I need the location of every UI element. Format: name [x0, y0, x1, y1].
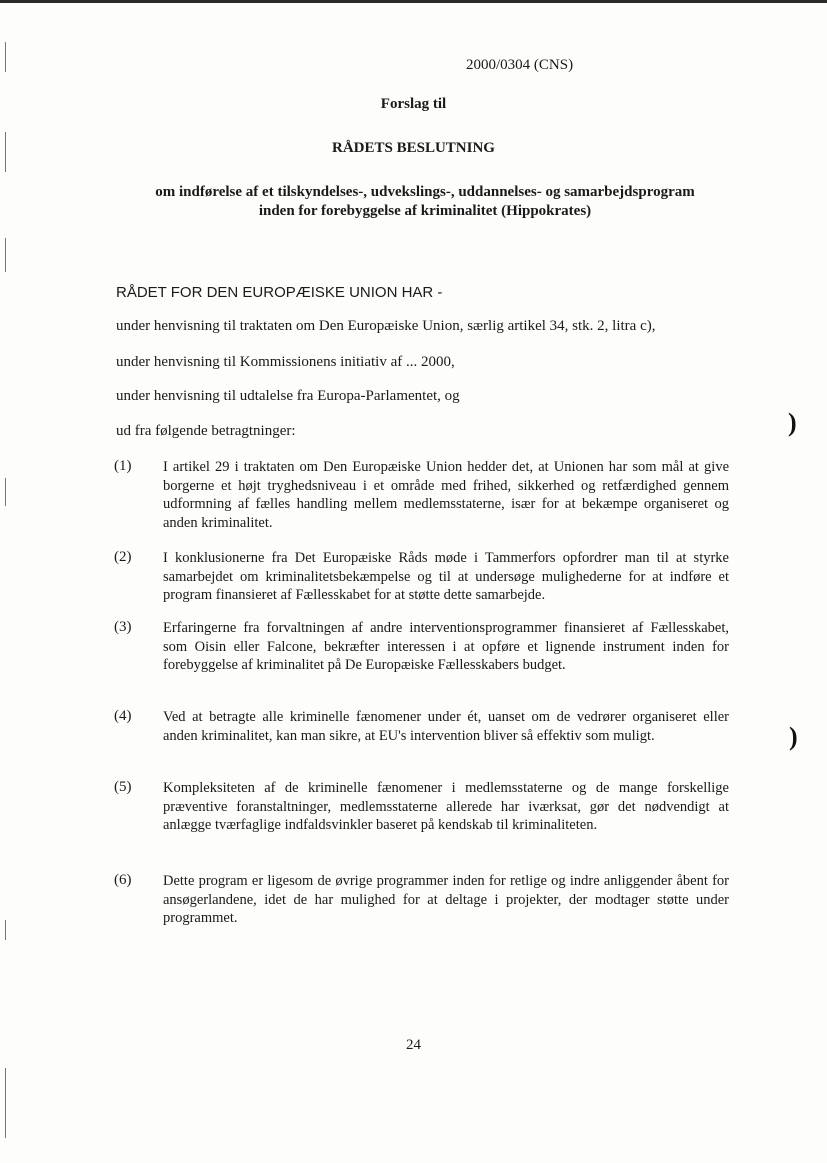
- recital-text: Dette program er ligesom de øvrige programmer inden for retlige og indre anliggender åbent for ansøgerlandene, idet de har mulighed for at deltage i projekter, der modtager støtte under programmet.: [163, 873, 729, 926]
- scan-margin-mark: [5, 1068, 6, 1138]
- recital-text: I konklusionerne fra Det Europæiske Råds møde i Tammerfors opfordrer man til at styrke samarbejdet om kriminalitetsbekæmpelse og til at undersøge mulighederne for at indføre et program finansieret af Fællesskabet for at støtte dette samarbejde.: [163, 550, 729, 603]
- scan-margin-mark: [5, 42, 6, 72]
- scan-margin-mark: [5, 920, 6, 940]
- recital-text: Kompleksiteten af de kriminelle fænomener i medlemsstaterne og de mange forskellige præventive foranstaltninger, medlemsstaterne allerede har iværksat, gør det nødvendigt at anlægge tværfaglige indfaldsvinkler baseret på kendskab til kriminaliteten.: [163, 780, 729, 833]
- scan-margin-mark: [5, 478, 6, 506]
- scan-margin-mark: [5, 238, 6, 272]
- recital-number: (4): [114, 708, 132, 724]
- council-intro: RÅDET FOR DEN EUROPÆISKE UNION HAR -: [116, 284, 443, 301]
- recital-text: Ved at betragte alle kriminelle fænomener under ét, uanset om de vedrører organiseret eller anden kriminalitet, kan man sikre, at EU's intervention bliver så effektiv som muligt.: [163, 709, 729, 744]
- recital-number: (3): [114, 619, 132, 635]
- recital-number: (2): [114, 549, 132, 565]
- citation-initiative: under henvisning til Kommissionens initiativ af ... 2000,: [116, 354, 455, 370]
- citation-treaty: under henvisning til traktaten om Den Europæiske Union, særlig artikel 34, stk. 2, litra c),: [116, 318, 656, 334]
- page-number: 24: [406, 1037, 421, 1053]
- document-reference: 2000/0304 (CNS): [466, 57, 574, 73]
- scan-top-edge: [0, 0, 827, 3]
- recital-text: Erfaringerne fra forvaltningen af andre interventionsprogrammer finansieret af Fællesskabet, som Oisin eller Falcone, bekræfter interessen i at opføre et lignende instrument inden for forebyggelse af kriminalitet på De Europæiske Fællesskabers budget.: [163, 620, 729, 673]
- scan-binding-mark: ): [788, 408, 797, 437]
- recital-number: (6): [114, 872, 132, 888]
- act-subject: [120, 183, 730, 221]
- scan-binding-mark: ): [789, 722, 798, 751]
- subject-line-2: inden for forebyggelse af kriminalitet (Hippokrates): [258, 203, 592, 219]
- citation-parliament: under henvisning til udtalelse fra Europa-Parlamentet, og: [116, 388, 460, 404]
- recital-number: (5): [114, 779, 132, 795]
- act-title: RÅDETS BESLUTNING: [332, 140, 495, 156]
- proposal-label: Forslag til: [380, 96, 447, 112]
- subject-line-1: om indførelse af et tilskyndelses-, udvekslings-, uddannelses- og samarbejdsprogram: [155, 184, 695, 200]
- citation-recitals-intro: ud fra følgende betragtninger:: [116, 423, 296, 439]
- recital-text: I artikel 29 i traktaten om Den Europæiske Union hedder det, at Unionen har som mål at give borgerne et højt tryghedsniveau i et område med frihed, sikkerhed og retfærdighed gennem udformning af fælles handling mellem medlemsstaterne, især for at bekæmpe organiseret og anden kriminalitet.: [163, 459, 729, 531]
- recital-number: (1): [114, 458, 132, 474]
